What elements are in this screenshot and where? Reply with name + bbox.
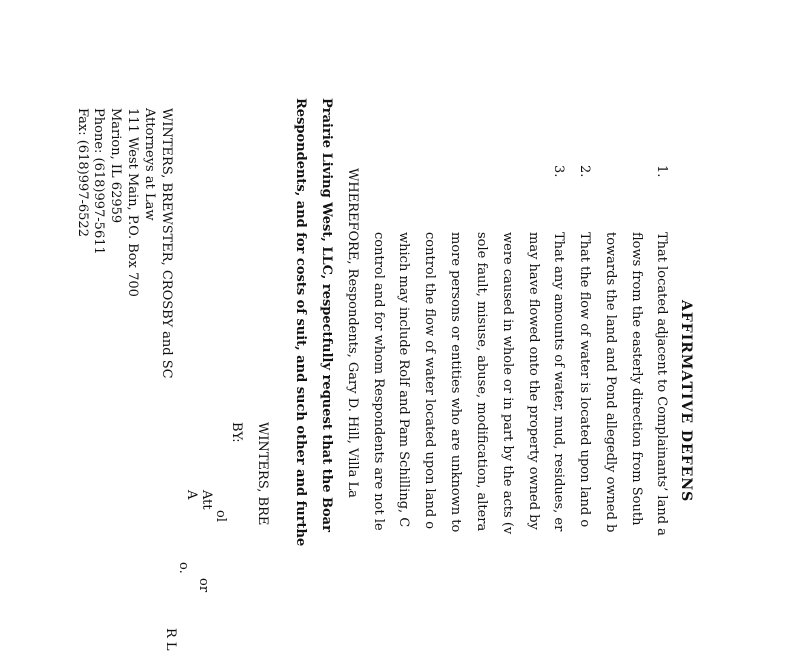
item-3-line-1: That any amounts of water, mud, residues, er bbox=[551, 232, 566, 532]
item-1-line-3: towards the land and Pond allegedly owned b bbox=[603, 232, 618, 533]
firm-fax: Fax: (618)997-6522 bbox=[75, 108, 90, 237]
closing-line-2: Prairie Living West, LLC, respectfully request that the Boar bbox=[319, 98, 334, 532]
firm-name: WINTERS, BREWSTER, CROSBY and SC bbox=[159, 108, 174, 379]
closing-line-3: Respondents, and for costs of suit, and such other and furthe bbox=[293, 98, 308, 547]
item-3-line-6: control the flow of water located upon land o bbox=[422, 232, 437, 530]
item-2-line-1: That the flow of water is located upon land o bbox=[577, 232, 592, 528]
item-1-line-2: flows from the easterly direction from South bbox=[629, 232, 644, 526]
item-3-line-2: may have flowed onto the property owned by bbox=[526, 232, 541, 530]
item-3-line-5: more persons or entities who are unknown to bbox=[448, 232, 463, 533]
item-3-line-3: were caused in whole or in part by the acts (v bbox=[500, 232, 515, 535]
signature-fragment-4: o. bbox=[176, 562, 191, 574]
firm-phone: Phone: (618)997-5611 bbox=[91, 108, 106, 255]
firm-city: Marion, IL 62959 bbox=[108, 108, 123, 224]
item-number-3: 3. bbox=[551, 165, 566, 178]
item-3-line-4: sole fault, misuse, abuse, modification, altera bbox=[474, 232, 489, 532]
item-3-line-7: which may include Rolf and Pam Schilling, C bbox=[396, 232, 411, 528]
signature-fragment-3: A bbox=[184, 490, 199, 500]
item-number-1: 1. bbox=[654, 165, 669, 178]
item-1-line-1: That located adjacent to Complainants’ land a bbox=[654, 232, 669, 536]
signature-by-label: BY: bbox=[229, 422, 244, 443]
item-3-line-8: control and for whom Respondents are not le bbox=[371, 232, 386, 531]
closing-line-1: WHEREFORE, Respondents, Gary D. Hill, Villa La bbox=[345, 168, 360, 498]
signature-fragment-6: R L bbox=[163, 628, 178, 651]
signature-firm: WINTERS, BRE bbox=[255, 422, 270, 526]
section-heading: AFFIRMATIVE DEFENS bbox=[678, 300, 694, 503]
signature-fragment-1: ol bbox=[213, 510, 228, 522]
signature-fragment-5: or bbox=[196, 578, 211, 593]
firm-address: 111 West Main, P.O. Box 700 bbox=[125, 108, 140, 297]
firm-attorneys: Attorneys at Law bbox=[142, 108, 157, 221]
item-number-2: 2. bbox=[577, 165, 592, 178]
signature-fragment-2: Att bbox=[199, 490, 214, 510]
